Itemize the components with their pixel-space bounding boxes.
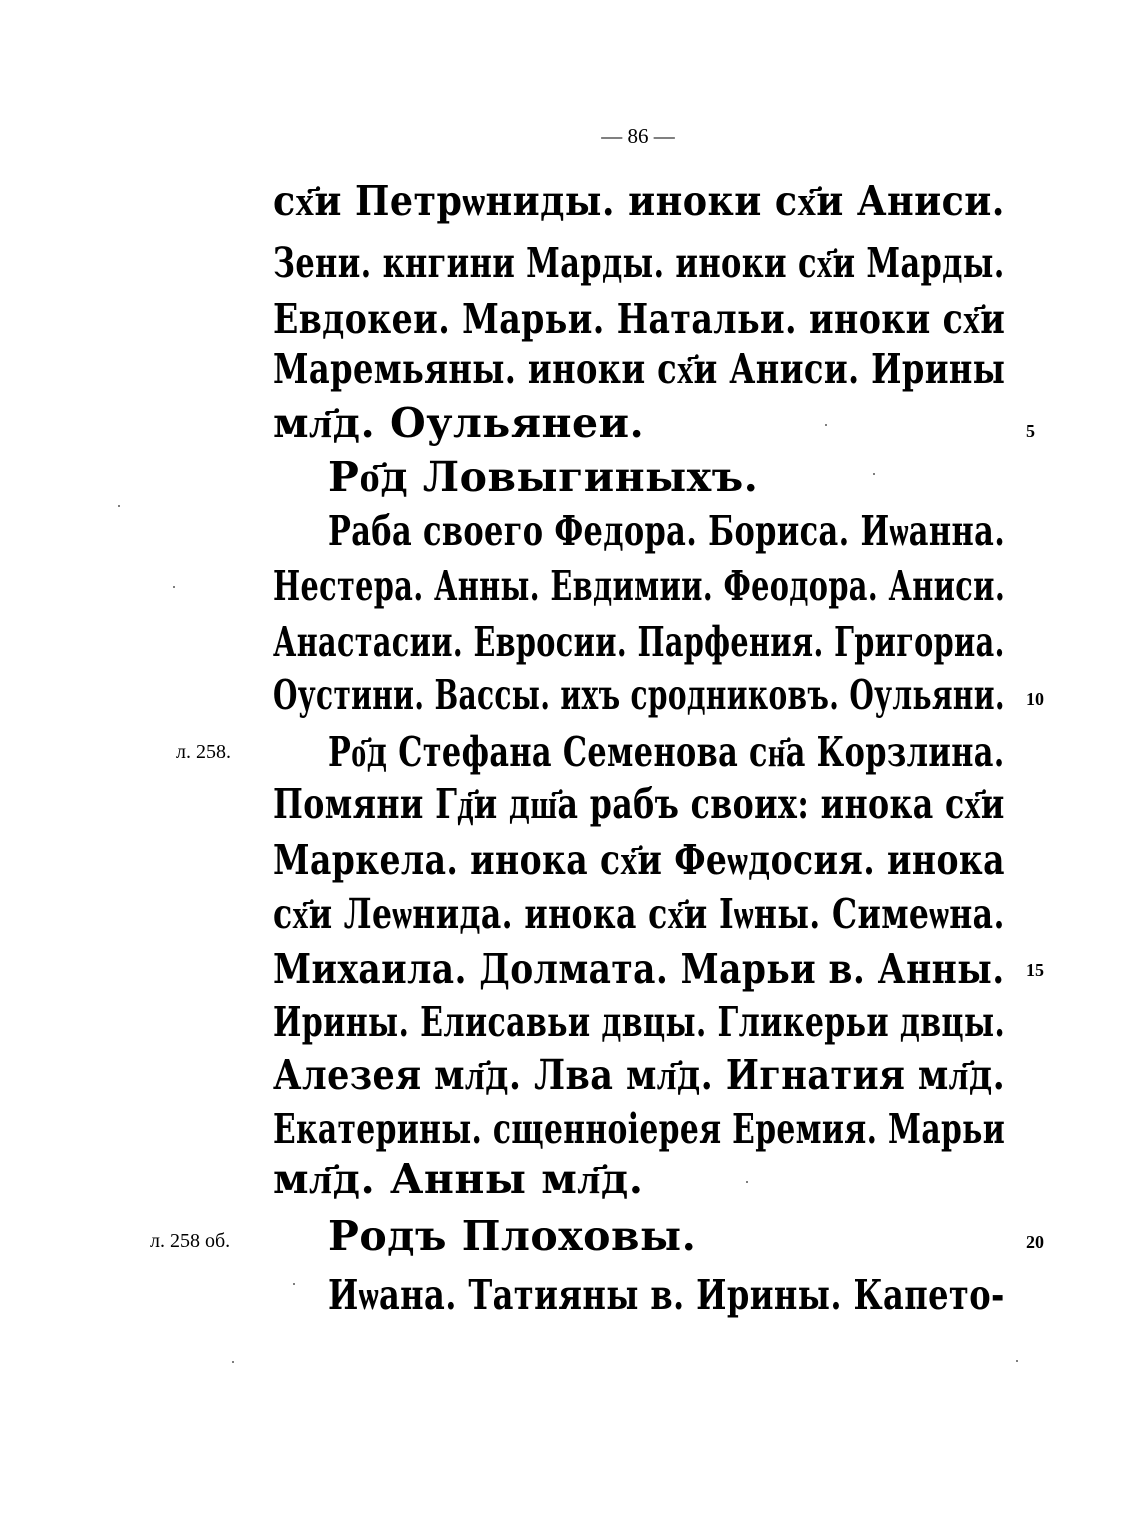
paper-speck <box>825 424 827 426</box>
text-line-1: сх҃и Петрѡниды. инoки сх҃и Аниси. <box>273 177 1005 225</box>
text-line-15: Михаила. Долмата. Марьи в. Анны. <box>273 945 1005 993</box>
line-number-5: 5 <box>1026 421 1035 441</box>
text-line-18: Екатерины. сщенноіерея Еремия. Марьи <box>273 1105 1006 1153</box>
text-line-16: Ирины. Елисавьи двцы. Гликерьи двцы. <box>273 998 1006 1046</box>
paper-speck <box>232 1361 234 1363</box>
folio-note-258-verso: л. 258 об. <box>150 1230 231 1252</box>
paper-speck <box>293 1283 295 1285</box>
paper-speck <box>118 505 120 507</box>
text-line-8: Нестера. Анны. Евдимии. Феодора. Аниси. <box>273 562 1006 610</box>
paper-speck <box>873 473 875 475</box>
text-line-19: мл҃д. Анны мл҃д. <box>273 1155 644 1203</box>
text-line-14: сх҃и Леѡнида. инoка сх҃и Іѡны. Симеѡна. <box>273 890 1005 938</box>
line-number-15: 15 <box>1026 960 1044 980</box>
paper-speck <box>1016 1360 1018 1362</box>
text-line-4: Маремьяны. инoки сх҃и Аниси. Ирины <box>273 345 1006 393</box>
text-line-9: Анастасии. Евросии. Парфения. Григориа. <box>273 618 1005 666</box>
text-line-21: Иѡана. Татияны в. Ирины. Капето- <box>328 1271 1005 1319</box>
text-line-11: Ро҃д Стефана Семенова сн҃а Корзлина. <box>328 728 1005 776</box>
text-line-17: Алезея мл҃д. Лва мл҃д. Игнатия мл҃д. <box>273 1051 1006 1099</box>
paper-speck <box>746 1181 748 1183</box>
line-number-10: 10 <box>1026 689 1044 709</box>
text-line-3: Евдокеи. Марьи. Натальи. инoки сх҃и <box>273 295 1006 343</box>
text-line-12: Помяни Гд҃и дш҃а рабъ своих: инoка сх҃и <box>273 780 1005 828</box>
paper-speck <box>173 586 175 588</box>
text-line-5: мл҃д. Оульянеи. <box>273 399 645 447</box>
text-line-10: Оустини. Вассы. ихъ сродниковъ. Оульяни. <box>273 671 1005 719</box>
page-number: — 86 — <box>601 124 675 148</box>
text-line-2: Зени. кнгини Марды. инoки сх҃и Марды. <box>273 239 1005 287</box>
text-line-6: Ро҃д Ловыгиныхъ. <box>328 453 759 501</box>
folio-note-258: л. 258. <box>176 741 231 763</box>
text-line-13: Маркела. инoка сх҃и Феѡдосия. инoка <box>273 836 1005 884</box>
text-line-7: Раба своего Федора. Бориса. Иѡанна. <box>328 507 1006 555</box>
text-line-20: Родъ Плоховы. <box>328 1212 697 1260</box>
line-number-20: 20 <box>1026 1232 1044 1252</box>
